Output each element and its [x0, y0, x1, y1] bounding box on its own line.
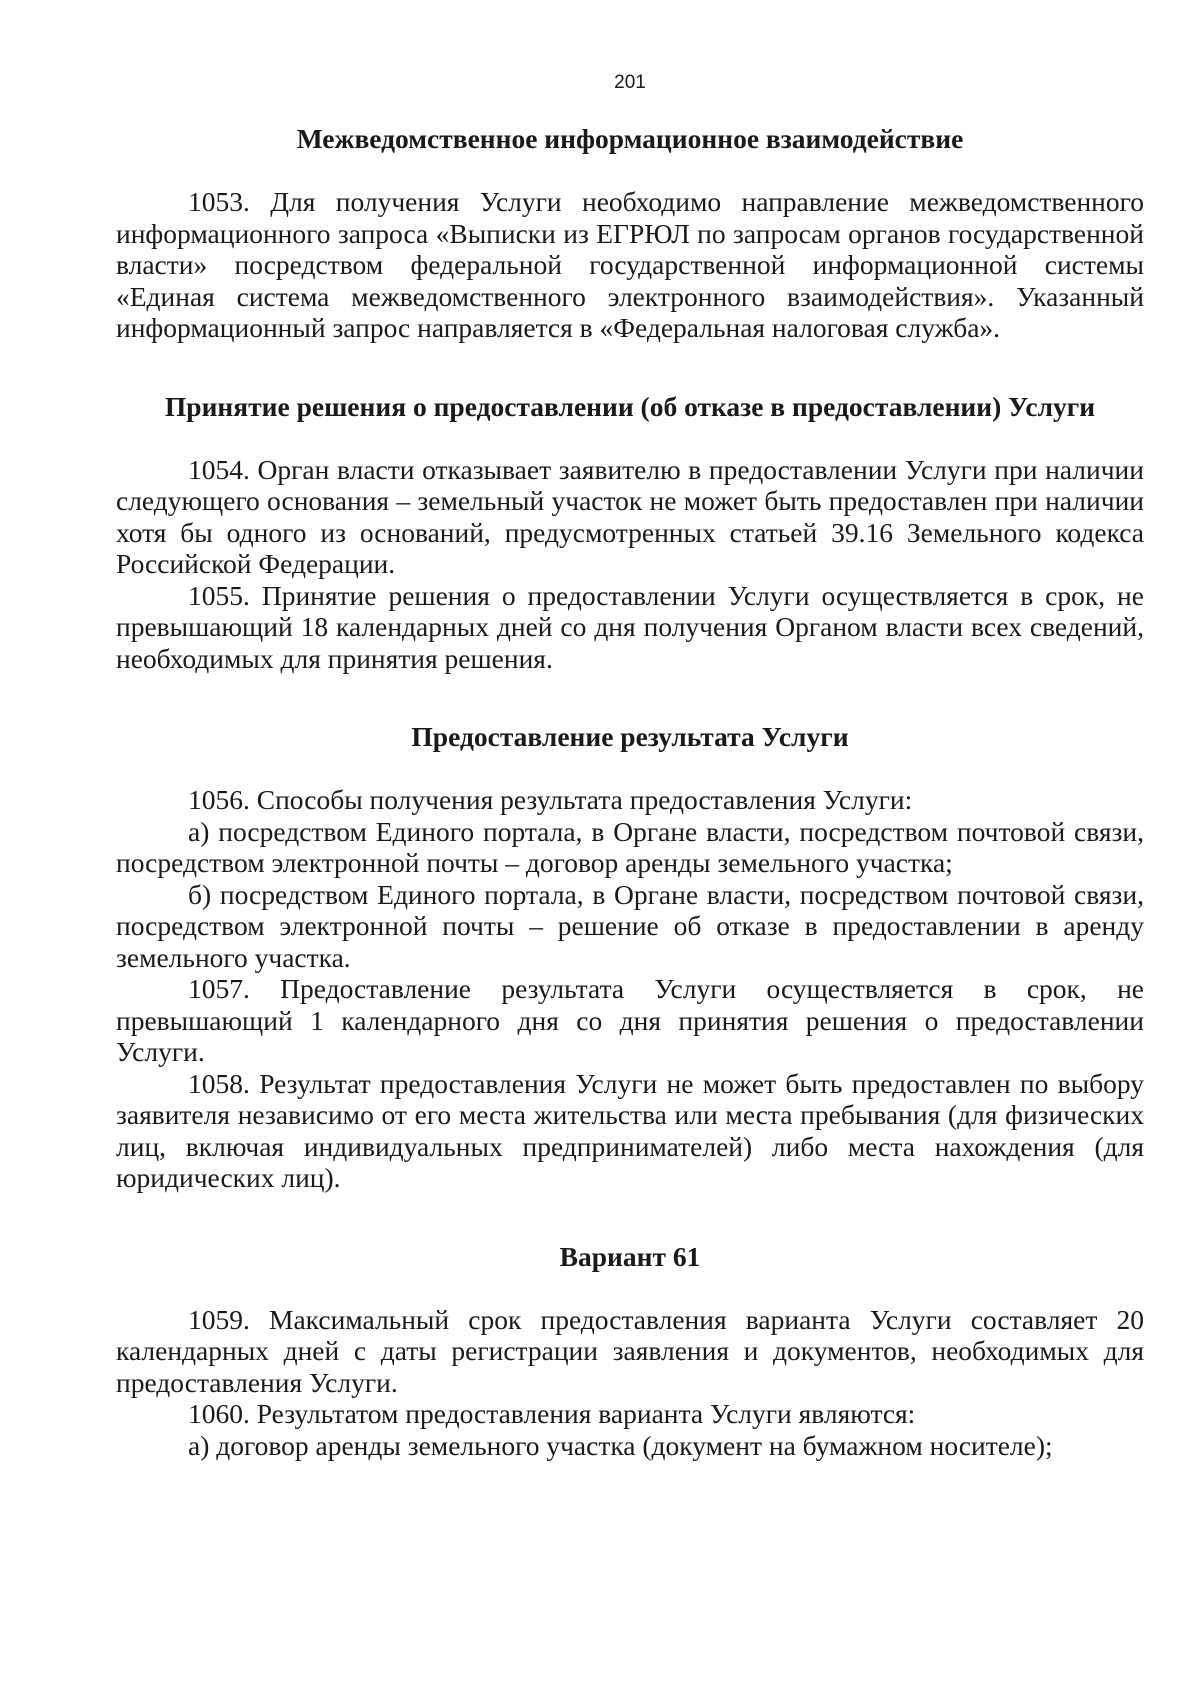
paragraph-1059: 1059. Максимальный срок предоставления варианта Услуги составляет 20 календарных дней с даты регистрации заявления и документов, необходимых для предоставления Услуги.: [116, 1303, 1144, 1398]
paragraph-1058: 1058. Результат предоставления Услуги не может быть предоставлен по выбору заявителя независимо от его места жительства или места пребывания (для физических лиц, включая индивидуальных предпринимателей) либо места нахождения (для юридических лиц).: [116, 1067, 1144, 1193]
paragraph-1054: 1054. Орган власти отказывает заявителю в предоставлении Услуги при наличии следующего основания – земельный участок не может быть предоставлен при наличии хотя бы одного из оснований, предусмотренных статьей 39.16 Земельного кодекса Российской Федерации.: [116, 453, 1144, 579]
section-heading-interagency: Межведомственное информационное взаимодействие: [296, 123, 964, 154]
paragraph-1055: 1055. Принятие решения о предоставлении Услуги осуществляется в срок, не превышающий 18 календарных дней со дня получения Органом власти всех сведений, необходимых для принятия решения.: [116, 579, 1144, 674]
section-heading-result: Предоставление результата Услуги: [411, 721, 849, 752]
section-heading-decision: Принятие решения о предоставлении (об отказе в предоставлении) Услуги: [164, 390, 1096, 422]
page-number: 201: [614, 72, 646, 93]
paragraph-1056-a: а) посредством Единого портала, в Органе власти, посредством почтовой связи, посредством электронной почты – договор аренды земельного участка;: [116, 815, 1144, 878]
paragraph-1060: 1060. Результатом предоставления варианта Услуги являются:: [188, 1398, 916, 1429]
section-heading-variant-61: Вариант 61: [559, 1240, 701, 1272]
paragraph-1053: 1053. Для получения Услуги необходимо направление межведомственного информационного запроса «Выписки из ЕГРЮЛ по запросам органов государственной власти» посредством федеральной государственной информационной системы «Единая система межведомственного электронного взаимодействия». Указанный информационный запрос направляется в «Федеральная налоговая служба».: [116, 186, 1144, 343]
document-body: [116, 123, 1144, 1461]
paragraph-1060-a: а) договор аренды земельного участка (документ на бумажном носителе);: [188, 1429, 1053, 1461]
paragraph-1057: 1057. Предоставление результата Услуги осуществляется в срок, не превышающий 1 календарного дня со дня принятия решения о предоставлении Услуги.: [116, 973, 1144, 1067]
paragraph-1056-b: б) посредством Единого портала, в Органе власти, посредством почтовой связи, посредством электронной почты – решение об отказе в предоставлении в аренду земельного участка.: [116, 878, 1144, 973]
paragraph-1056: 1056. Способы получения результата предоставления Услуги:: [188, 784, 913, 815]
